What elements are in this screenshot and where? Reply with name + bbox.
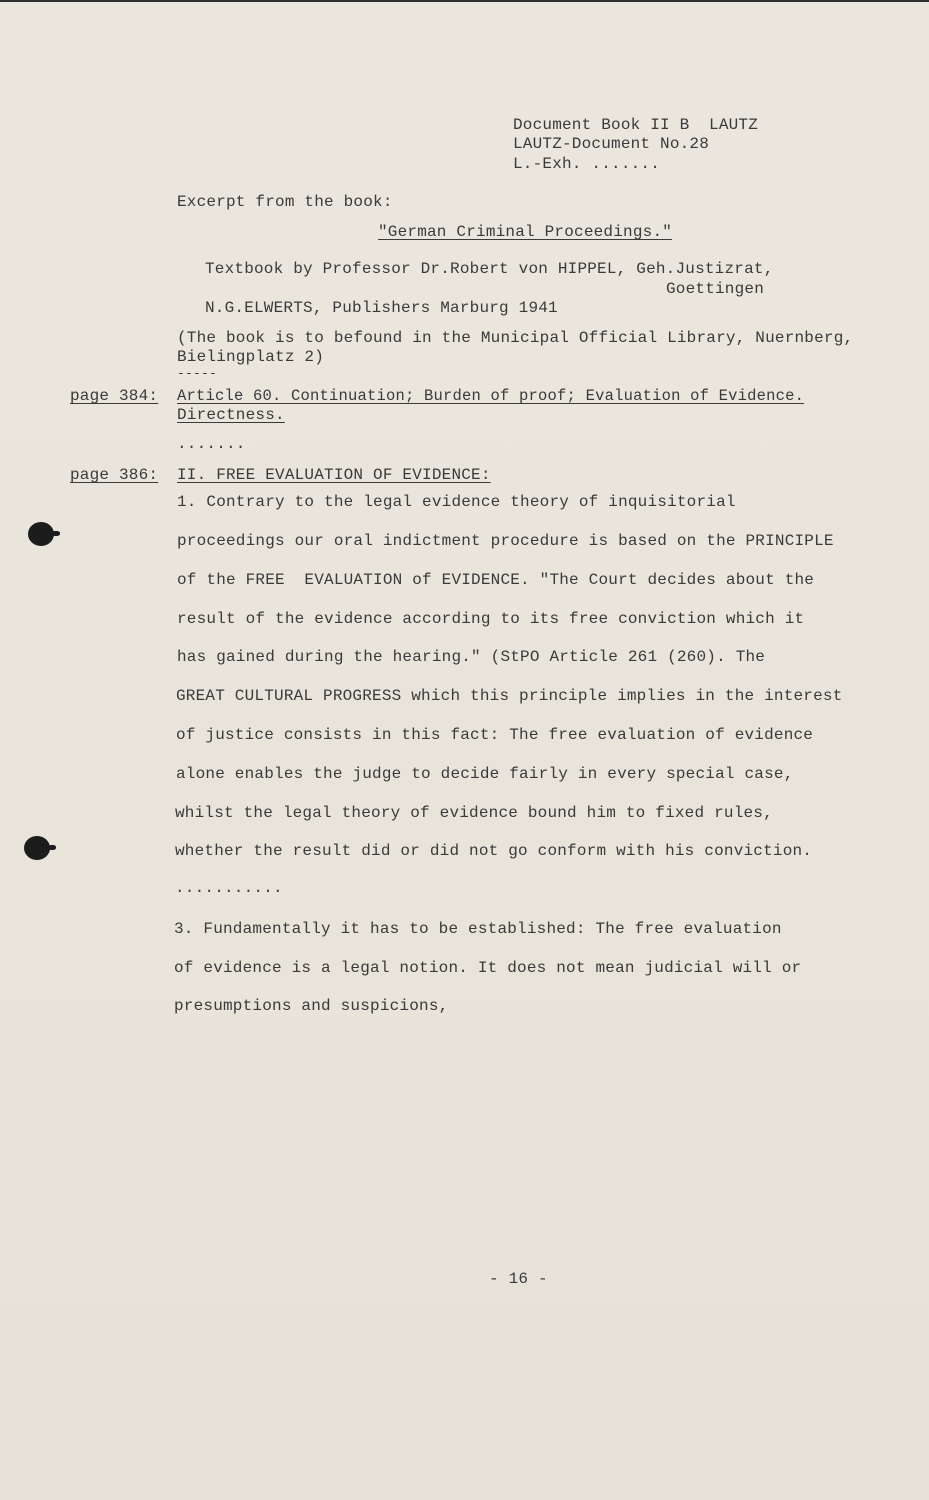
exhibit-line: L.-Exh. ....... [513, 155, 661, 173]
ellipsis-2: ........... [175, 879, 283, 897]
location-line-1: (The book is to befound in the Municipal Official Library, Nuernberg, [177, 329, 854, 347]
article-heading-line-1: Article 60. Continuation; Burden of proof; Evaluation of Evidence. [177, 387, 805, 405]
page-number: - 16 - [489, 1270, 548, 1288]
author-place: Goettingen [666, 280, 765, 298]
doc-number-line: LAUTZ-Document No.28 [513, 135, 710, 153]
body-line: result of the evidence according to its free conviction which it [177, 610, 805, 628]
body-line: whether the result did or did not go conform with his conviction. [175, 842, 813, 860]
publisher-line: N.G.ELWERTS, Publishers Marburg 1941 [205, 299, 558, 317]
book-title: "German Criminal Proceedings." [378, 223, 673, 241]
body-line: 1. Contrary to the legal evidence theory of inquisitorial [177, 493, 736, 511]
punch-hole-top [28, 522, 54, 546]
ellipsis-1: ....... [177, 435, 246, 453]
body-line: of evidence is a legal notion. It does not mean judicial will or [174, 959, 802, 977]
doc-book-line: Document Book II B LAUTZ [513, 116, 759, 134]
location-line-2: Bielingplatz 2) [177, 348, 325, 366]
punch-hole-bottom [24, 836, 50, 860]
body-line: alone enables the judge to decide fairly in every special case, [176, 765, 794, 783]
author-line: Textbook by Professor Dr.Robert von HIPPEL, Geh.Justizrat, [205, 260, 774, 278]
page-386-label: page 386: [70, 466, 159, 484]
excerpt-label: Excerpt from the book: [177, 193, 393, 211]
body-line: 3. Fundamentally it has to be established: The free evaluation [174, 920, 782, 938]
body-line: of justice consists in this fact: The free evaluation of evidence [176, 726, 814, 744]
section-heading-free-evaluation: II. FREE EVALUATION OF EVIDENCE: [177, 466, 491, 484]
body-line: proceedings our oral indictment procedure is based on the PRINCIPLE [177, 532, 834, 550]
body-line: whilst the legal theory of evidence bound him to fixed rules, [175, 804, 773, 822]
article-heading-line-2: Directness. [177, 406, 285, 424]
page-384-label: page 384: [70, 387, 159, 405]
body-line: has gained during the hearing." (StPO Article 261 (260). The [177, 648, 766, 666]
body-line: GREAT CULTURAL PROGRESS which this principle implies in the interest [176, 687, 843, 705]
body-line: presumptions and suspicions, [174, 997, 449, 1015]
body-line: of the FREE EVALUATION of EVIDENCE. "The Court decides about the [177, 571, 815, 589]
separator-dashes: ----- [177, 366, 218, 381]
